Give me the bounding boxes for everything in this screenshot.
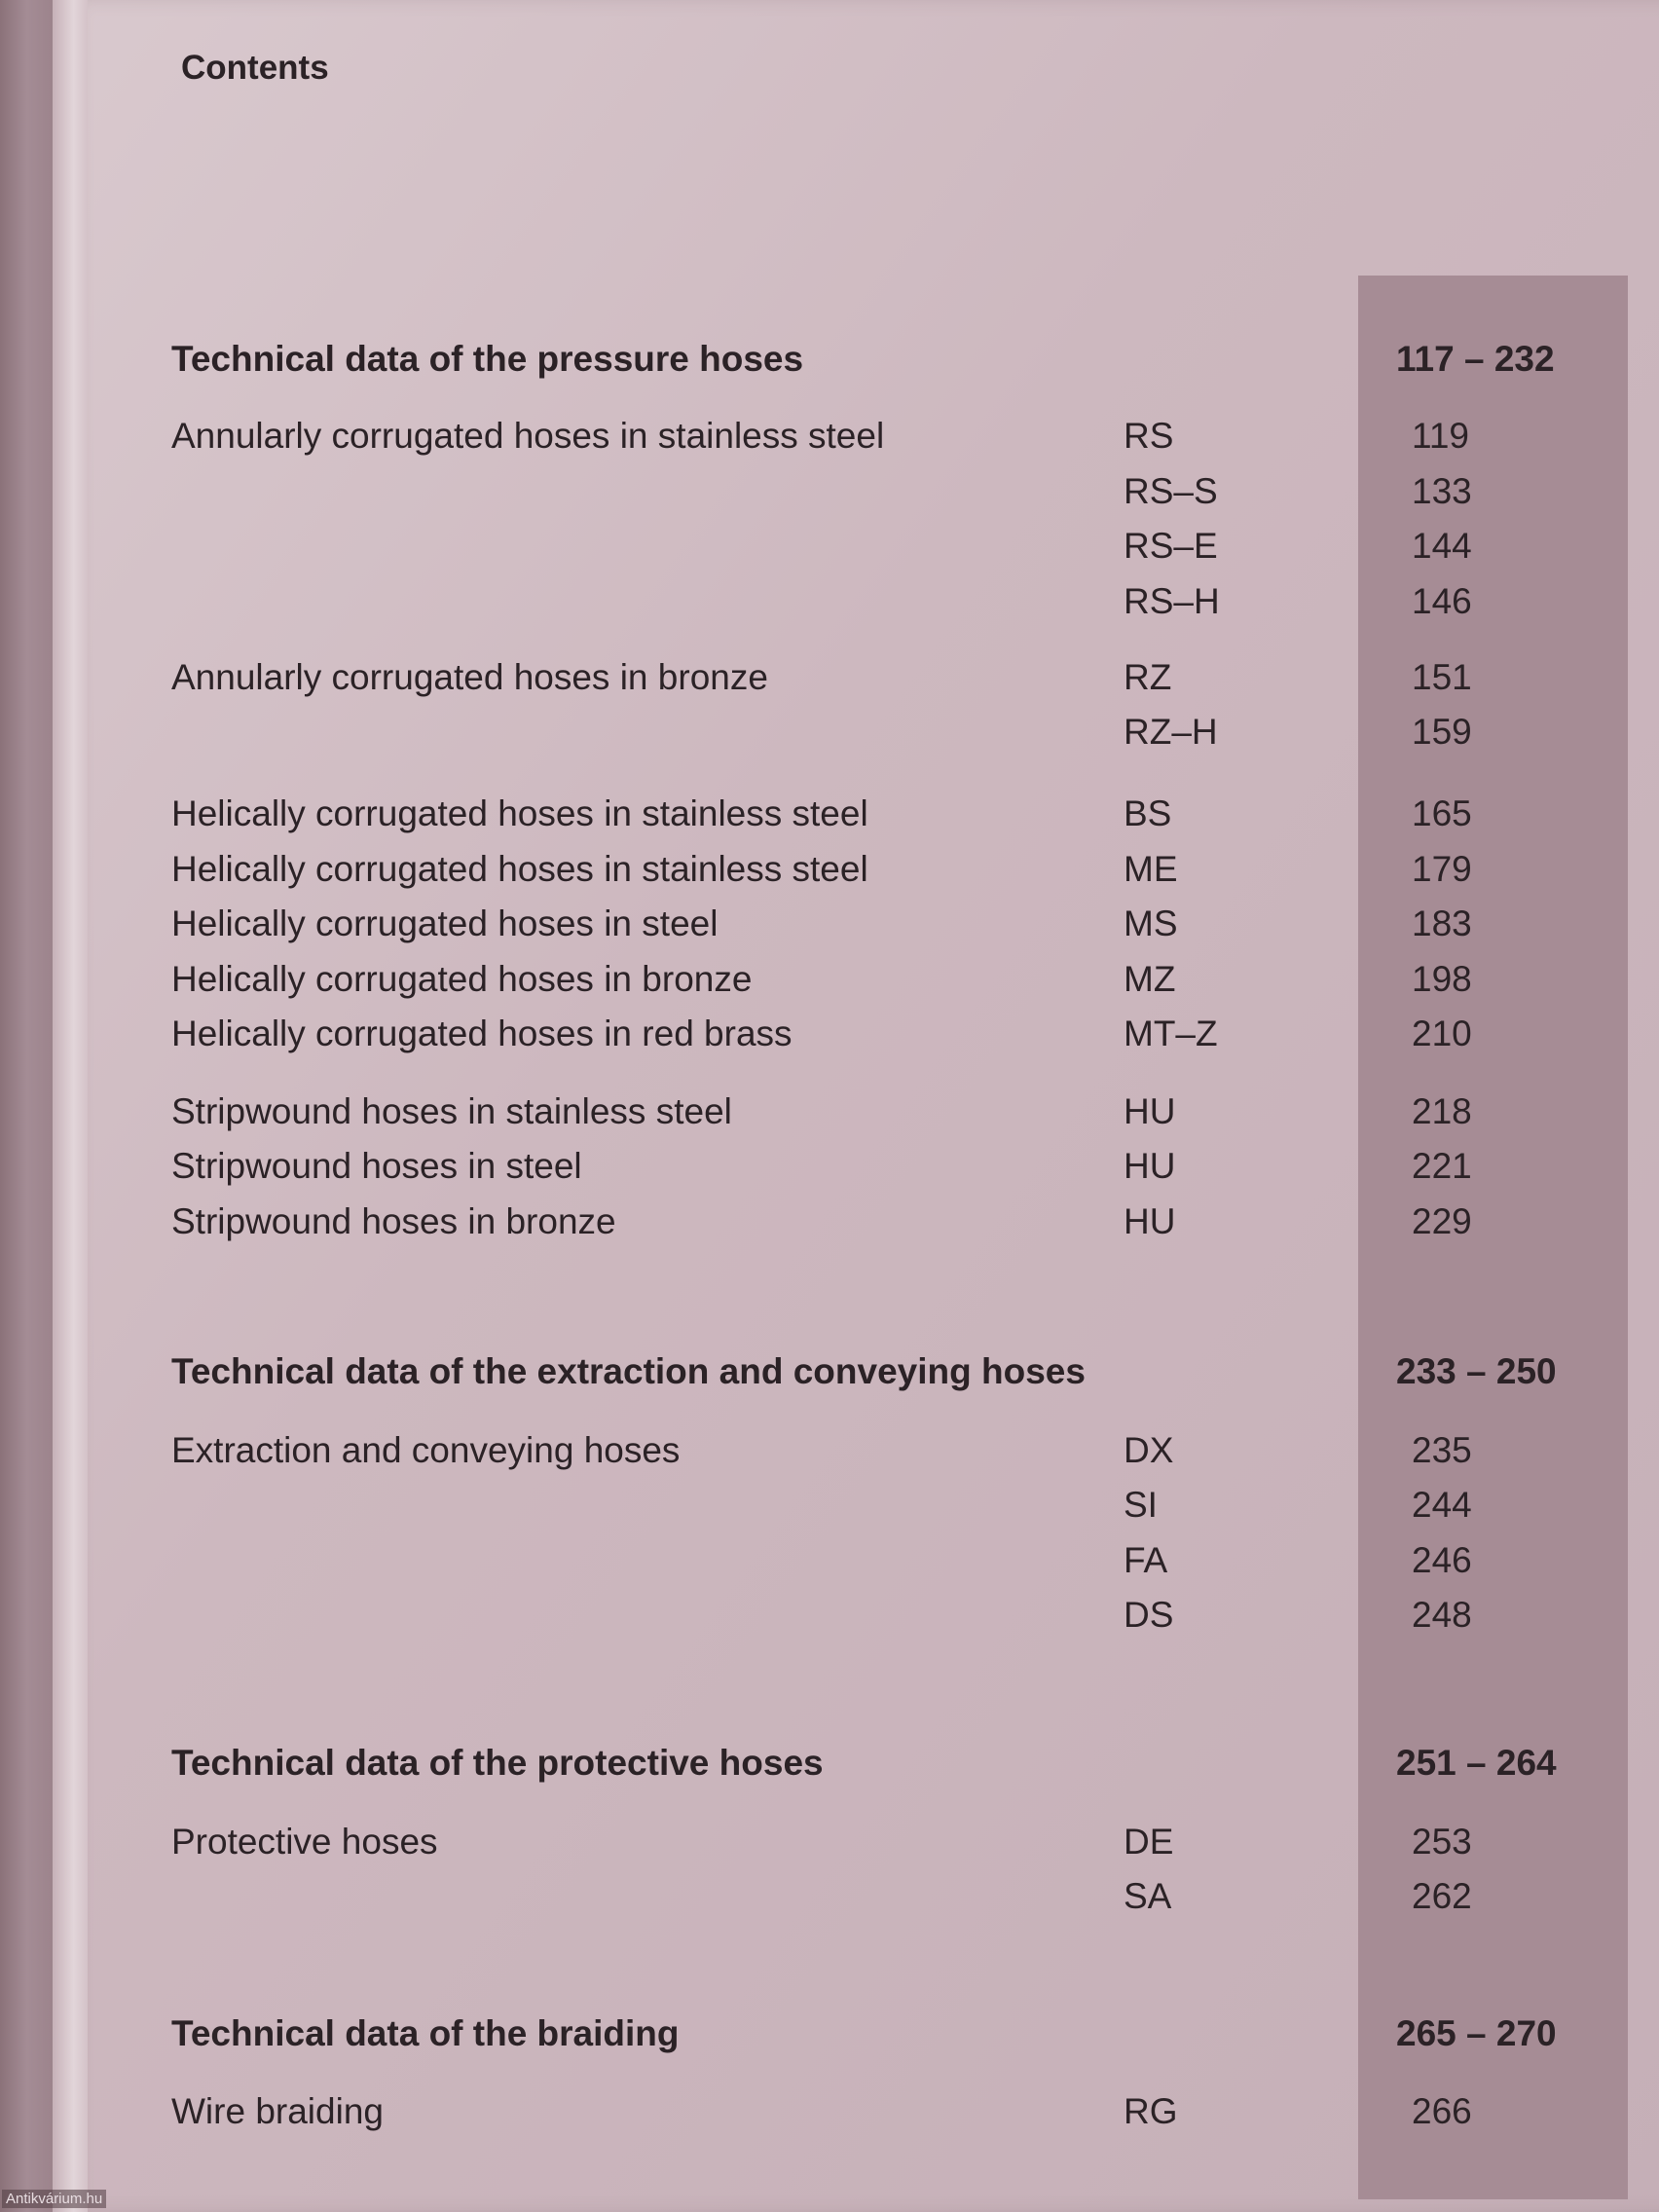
- toc-page: 183: [1412, 903, 1472, 943]
- toc-label: Stripwound hoses in stainless steel: [171, 1091, 732, 1131]
- toc-label: Extraction and conveying hoses: [171, 1430, 681, 1470]
- toc-label: Stripwound hoses in steel: [171, 1146, 582, 1186]
- toc-page: 229: [1412, 1201, 1472, 1241]
- toc-section-row: [0, 339, 1659, 387]
- toc-page: 244: [1412, 1485, 1472, 1525]
- toc-page: 144: [1412, 526, 1472, 566]
- toc-code: HU: [1124, 1201, 1176, 1241]
- toc-code: RZ: [1124, 657, 1172, 697]
- toc-entry-row: [0, 1876, 1659, 1925]
- toc-page: 165: [1412, 793, 1472, 833]
- toc-entry-row: [0, 1091, 1659, 1140]
- toc-entry-row: [0, 903, 1659, 952]
- toc-entry-row: [0, 526, 1659, 574]
- toc-entry-row: [0, 1201, 1659, 1250]
- toc-code: MS: [1124, 903, 1178, 943]
- toc-section-row: [0, 1743, 1659, 1791]
- toc-entry-row: [0, 959, 1659, 1008]
- toc-page: 266: [1412, 2091, 1472, 2131]
- toc-page: 133: [1412, 471, 1472, 511]
- toc-code: HU: [1124, 1146, 1176, 1186]
- toc-code: RS: [1124, 416, 1174, 456]
- toc-page: 119: [1412, 416, 1469, 456]
- toc-entry-row: [0, 471, 1659, 520]
- toc-page: 210: [1412, 1014, 1472, 1053]
- toc-entry-row: [0, 1146, 1659, 1195]
- toc-section-row: [0, 1351, 1659, 1400]
- toc-page: 218: [1412, 1091, 1472, 1131]
- toc-code: SA: [1124, 1876, 1172, 1916]
- toc-label: Helically corrugated hoses in bronze: [171, 959, 753, 999]
- toc-code: SI: [1124, 1485, 1158, 1525]
- toc-label: Annularly corrugated hoses in bronze: [171, 657, 768, 697]
- toc-label: Technical data of the braiding: [171, 2013, 680, 2053]
- toc-entry-row: [0, 657, 1659, 706]
- toc-code: MZ: [1124, 959, 1176, 999]
- toc-code: DX: [1124, 1430, 1174, 1470]
- toc-entry-row: [0, 1595, 1659, 1643]
- toc-section-row: [0, 2013, 1659, 2062]
- toc-page: 146: [1412, 581, 1472, 621]
- toc-code: BS: [1124, 793, 1172, 833]
- toc-code: RS–S: [1124, 471, 1218, 511]
- toc-page: 246: [1412, 1540, 1472, 1580]
- toc-label: Helically corrugated hoses in stainless steel: [171, 849, 868, 889]
- toc-entry-row: [0, 793, 1659, 842]
- toc-entry-row: [0, 416, 1659, 464]
- toc-page: 233 – 250: [1396, 1351, 1557, 1391]
- toc-label: Stripwound hoses in bronze: [171, 1201, 616, 1241]
- toc-code: DS: [1124, 1595, 1174, 1635]
- toc-code: DE: [1124, 1822, 1174, 1862]
- toc-page: 265 – 270: [1396, 2013, 1557, 2053]
- toc-code: ME: [1124, 849, 1178, 889]
- toc-entry-row: [0, 581, 1659, 630]
- toc-code: HU: [1124, 1091, 1176, 1131]
- toc-code: FA: [1124, 1540, 1168, 1580]
- toc-label: Annularly corrugated hoses in stainless steel: [171, 416, 885, 456]
- toc-code: RS–H: [1124, 581, 1220, 621]
- toc-label: Helically corrugated hoses in red brass: [171, 1014, 793, 1053]
- toc-page: 198: [1412, 959, 1472, 999]
- toc-page: 253: [1412, 1822, 1472, 1862]
- toc-page: 235: [1412, 1430, 1472, 1470]
- toc-page: 248: [1412, 1595, 1472, 1635]
- toc-entry-row: [0, 1540, 1659, 1589]
- toc-code: RG: [1124, 2091, 1178, 2131]
- toc-code: RZ–H: [1124, 712, 1218, 752]
- toc-label: Helically corrugated hoses in stainless steel: [171, 793, 868, 833]
- toc-label: Technical data of the extraction and conveying hoses: [171, 1351, 1086, 1391]
- toc-label: Protective hoses: [171, 1822, 438, 1862]
- toc-page: 221: [1412, 1146, 1472, 1186]
- toc-entry-row: [0, 1822, 1659, 1870]
- toc-entry-row: [0, 2091, 1659, 2140]
- toc-label: Technical data of the pressure hoses: [171, 339, 804, 379]
- toc-label: Technical data of the protective hoses: [171, 1743, 824, 1783]
- toc-entry-row: [0, 849, 1659, 898]
- toc-label: Helically corrugated hoses in steel: [171, 903, 719, 943]
- toc-label: Wire braiding: [171, 2091, 384, 2131]
- toc-page: 179: [1412, 849, 1472, 889]
- toc-code: MT–Z: [1124, 1014, 1218, 1053]
- toc-entry-row: [0, 1485, 1659, 1533]
- toc-page: 262: [1412, 1876, 1472, 1916]
- toc-page: 117 – 232: [1396, 339, 1555, 379]
- toc-page: 251 – 264: [1396, 1743, 1557, 1783]
- toc-entry-row: [0, 712, 1659, 760]
- toc-page: 159: [1412, 712, 1472, 752]
- toc-entry-row: [0, 1014, 1659, 1062]
- page-title: Contents: [181, 49, 329, 87]
- toc-code: RS–E: [1124, 526, 1218, 566]
- toc-entry-row: [0, 1430, 1659, 1479]
- toc-page: 151: [1412, 657, 1472, 697]
- watermark: Antikvárium.hu: [2, 2190, 106, 2208]
